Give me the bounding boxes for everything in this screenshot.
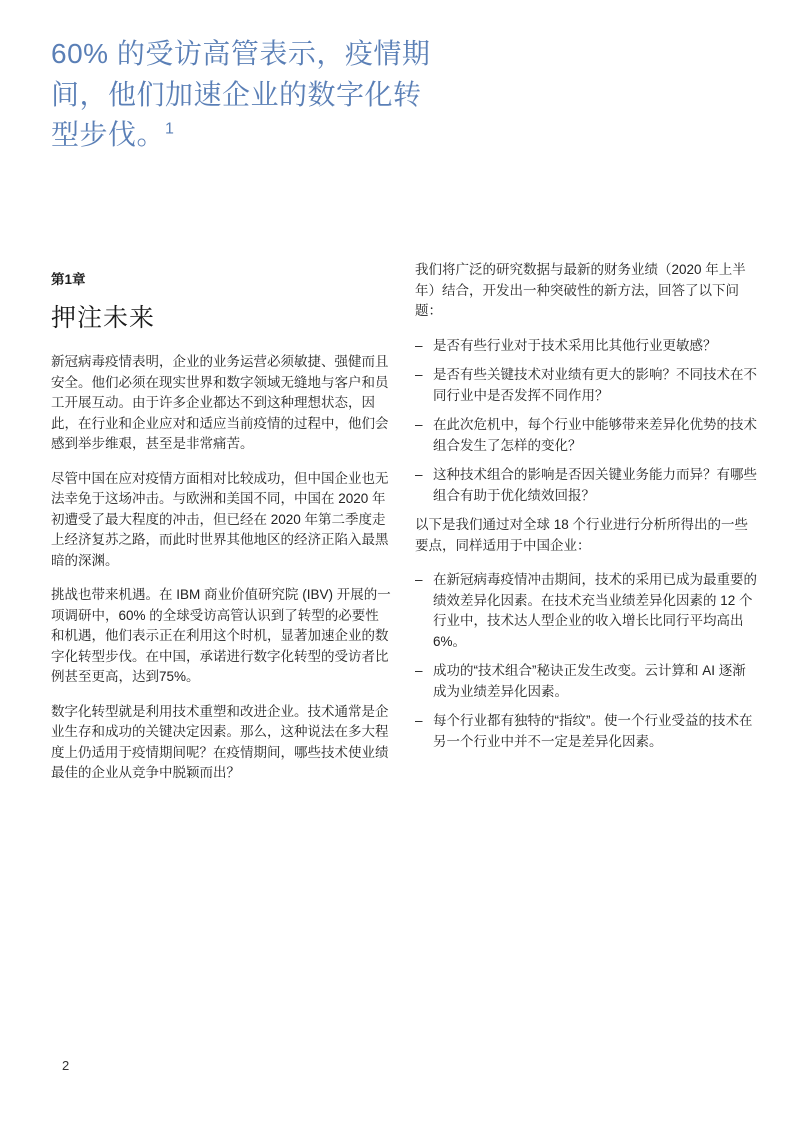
list-item — [415, 661, 758, 702]
paragraph: 尽管中国在应对疫情方面相对比较成功，但中国企业也无法幸免于这场冲击。与欧洲和美国不同，中国在 2020 年初遭受了最大程度的冲击，但已经在 2020 年第二季度走上经济复苏之路，而此时世界其他地区的经济正陷入最黑暗的深渊。 — [51, 470, 389, 568]
chapter-label: 第1章 — [51, 272, 86, 287]
pull-quote-text: 60% 的受访高管表示，疫情期间，他们加速企业的数字化转型步伐。 — [51, 38, 431, 151]
footnote-reference: 1 — [165, 120, 175, 138]
right-column — [415, 260, 758, 761]
chapter-title: 押注未来 — [51, 304, 156, 332]
list-marker: – — [415, 572, 423, 587]
paragraph: 以下是我们通过对全球 18 个行业进行分析所得出的一些要点，同样适用于中国企业： — [415, 517, 749, 553]
list-item-text: 这种技术组合的影响是否因关键业务能力而异？有哪些组合有助于优化绩效回报？ — [433, 467, 757, 503]
list-marker: – — [415, 417, 423, 432]
list-item-text: 每个行业都有独特的“指纹”。使一个行业受益的技术在另一个行业中并不一定是差异化因素。 — [433, 713, 753, 749]
pull-quote-heading — [51, 34, 439, 156]
list-marker: – — [415, 713, 423, 728]
findings-list — [415, 570, 758, 752]
list-item — [415, 415, 758, 456]
list-marker: – — [415, 663, 423, 678]
questions-list — [415, 336, 758, 507]
list-item-text: 是否有些关键技术对业绩有更大的影响？不同技术在不同行业中是否发挥不同作用？ — [433, 367, 757, 403]
list-item-text: 成功的“技术组合”秘诀正发生改变。云计算和 AI 逐渐成为业绩差异化因素。 — [433, 663, 746, 699]
list-item — [415, 365, 758, 406]
list-marker: – — [415, 467, 423, 482]
list-item — [415, 711, 758, 752]
paragraph: 我们将广泛的研究数据与最新的财务业绩（2020 年上半年）结合，开发出一种突破性的新方法，回答了以下问题： — [415, 262, 746, 318]
list-item-text: 是否有些行业对于技术采用比其他行业更敏感？ — [433, 337, 717, 353]
list-item — [415, 336, 758, 357]
paragraph: 挑战也带来机遇。在 IBM 商业价值研究院 (IBV) 开展的一项调研中，60% 的全球受访高管认识到了转型的必要性和机遇，他们表示正在利用这个时机，显著加速企业的数字化转型步伐。在中国，承诺进行数字化转型的受访者比例甚至更高，达到75%。 — [51, 587, 391, 684]
list-item-text: 在新冠病毒疫情冲击期间，技术的采用已成为最重要的绩效差异化因素。在技术充当业绩差异化因素的 12 个行业中，技术达人型企业的收入增长比同行平均高出6%。 — [433, 572, 757, 649]
page-number: 2 — [62, 1058, 70, 1073]
list-item — [415, 465, 758, 506]
list-item — [415, 570, 758, 652]
paragraph: 新冠病毒疫情表明，企业的业务运营必须敏捷、强健而且安全。他们必须在现实世界和数字领域无缝地与客户和员工开展互动。由于许多企业都达不到这种理想状态，因此，在行业和企业应对和适应当前疫情的过程中，他们会感到举步维艰，甚至是非常痛苦。 — [51, 354, 389, 451]
list-marker: – — [415, 367, 423, 382]
left-column — [51, 268, 392, 798]
list-item-text: 在此次危机中，每个行业中能够带来差异化优势的技术组合发生了怎样的变化？ — [433, 417, 757, 453]
list-marker: – — [415, 337, 423, 353]
paragraph: 数字化转型就是利用技术重塑和改进企业。技术通常是企业生存和成功的关键决定因素。那么，这种说法在多大程度上仍适用于疫情期间呢？在疫情期间，哪些技术使业绩最佳的企业从竞争中脱颖而出？ — [51, 703, 389, 780]
